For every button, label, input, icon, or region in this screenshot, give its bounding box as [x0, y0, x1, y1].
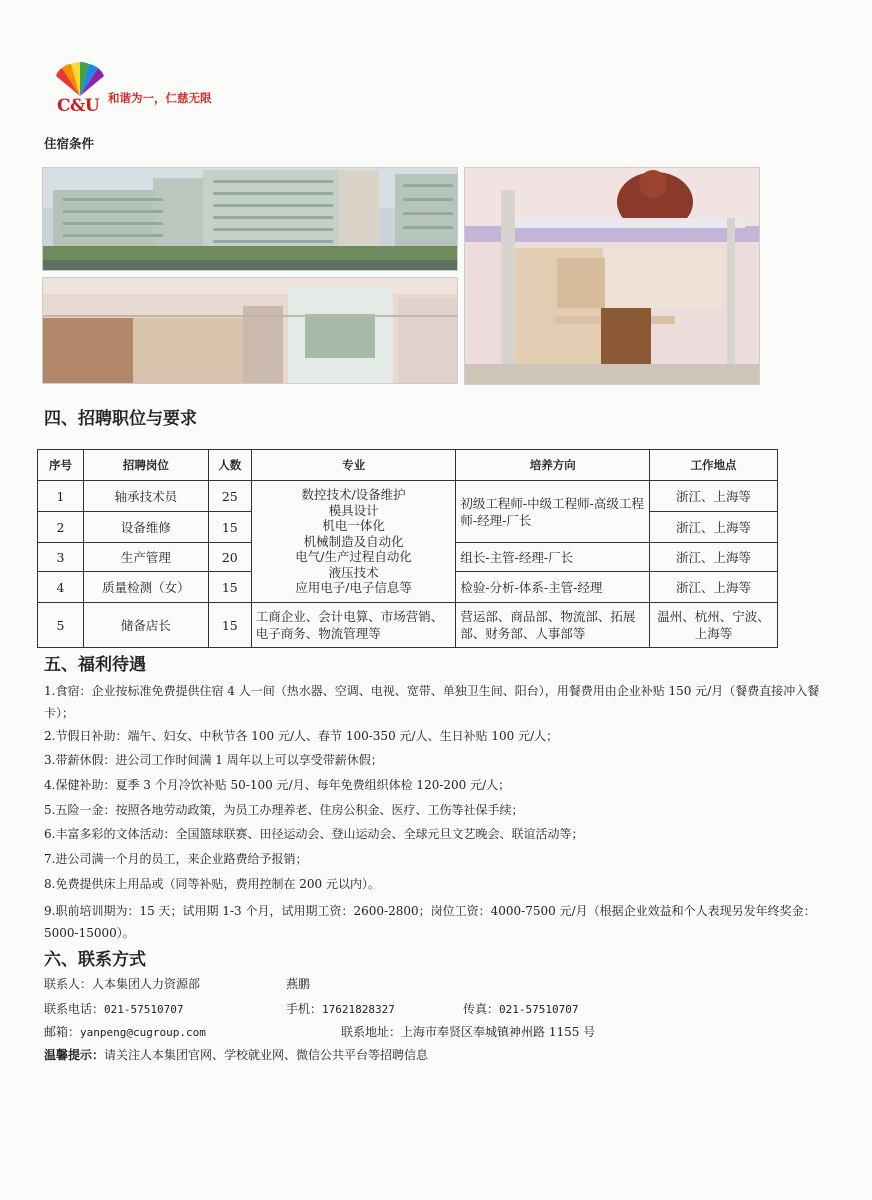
benefit-item: 3.带薪休假：进公司工作时间满 1 周年以上可以享受带薪休假； — [44, 753, 383, 767]
work-location: 浙江、上海等 — [650, 572, 778, 603]
benefit-item: 5.五险一金：按照各地劳动政策，为员工办理养老、住房公积金、医疗、工伤等社保手续； — [44, 803, 524, 817]
position-name: 轴承技术员 — [83, 481, 208, 512]
rainbow-fan-icon — [50, 62, 110, 98]
bunk-bed-desk-photo — [464, 167, 760, 385]
section-recruitment-title: 四、招聘职位与要求 — [44, 409, 197, 429]
phone-label: 联系电话： — [44, 1002, 105, 1016]
major-item: 数控技术/设备维护 — [301, 487, 406, 503]
position-name: 生产管理 — [83, 543, 208, 572]
phone-row — [44, 1000, 184, 1017]
dormitory-building-photo — [42, 167, 458, 271]
benefit-item: 9.职前培训期为：15 天；试用期 1-3 个月，试用期工资：2600-2800；岗位工资：4000-7500 元/月（根据企业效益和个人表现另发年终奖金：5000-15000）。 — [44, 904, 816, 940]
table-header-row — [38, 450, 778, 481]
major-cell: 工商企业、会计电算、市场营销、电子商务、物流管理等 — [251, 603, 456, 648]
work-location: 浙江、上海等 — [650, 543, 778, 572]
contact-department: 人本集团人力资源部 — [92, 977, 201, 991]
benefit-item: 6.丰富多彩的文体活动：全国篮球联赛、田径运动会、登山运动会、全球元旦文艺晚会、联谊活动等； — [44, 827, 584, 841]
row-number: 5 — [38, 603, 84, 648]
major-item: 液压技术 — [328, 564, 379, 580]
table-row — [38, 481, 778, 512]
headcount: 15 — [208, 572, 251, 603]
mobile-value: 17621828327 — [322, 1003, 395, 1016]
slogan: 和谐为一，仁慈无限 — [108, 91, 212, 105]
headcount: 15 — [208, 603, 251, 648]
column-header: 序号 — [38, 450, 84, 481]
address-row — [341, 1023, 595, 1040]
shared-direction-cell: 初级工程师-中级工程师-高级工程师-经理-厂长 — [456, 481, 650, 543]
column-header: 工作地点 — [650, 450, 778, 481]
major-item: 模具设计 — [328, 502, 379, 518]
recruitment-table — [37, 449, 778, 648]
position-name: 储备店长 — [83, 603, 208, 648]
major-item: 机电一体化 — [322, 518, 385, 534]
logo-text: C&U — [57, 96, 100, 116]
work-location: 温州、杭州、宁波、上海等 — [650, 603, 778, 648]
email-row — [44, 1023, 206, 1040]
position-name: 设备维修 — [83, 512, 208, 543]
email-label: 邮箱： — [44, 1025, 81, 1039]
career-direction: 组长-主管-经理-厂长 — [456, 543, 650, 572]
section-benefits-title: 五、福利待遇 — [44, 655, 146, 675]
benefit-item: 1.食宿：企业按标准免费提供住宿 4 人一间（热水器、空调、电视、宽带、单独卫生间、阳台），用餐费用由企业补贴 150 元/月（餐费直接冲入餐卡）； — [44, 684, 820, 720]
fax-value: 021-57510707 — [499, 1003, 579, 1016]
benefit-item: 4.保健补助：夏季 3 个月冷饮补贴 50-100 元/月、每年免费组织体检 120-200 元/人； — [44, 778, 511, 792]
warm-tip — [44, 1046, 428, 1063]
position-name: 质量检测（女） — [83, 572, 208, 603]
phone-value: 021-57510707 — [104, 1003, 184, 1016]
headcount: 20 — [208, 543, 251, 572]
address-value: 上海市奉贤区奉城镇神州路 1155 号 — [401, 1025, 596, 1039]
contact-label: 联系人： — [44, 977, 93, 991]
work-location: 浙江、上海等 — [650, 512, 778, 543]
contact-name: 燕鹏 — [286, 977, 311, 991]
fax-row — [463, 1000, 579, 1017]
company-logo — [50, 62, 250, 118]
headcount: 25 — [208, 481, 251, 512]
benefit-item: 2.节假日补助：端午、妇女、中秋节各 100 元/人、春节 100-350 元/人、生日补贴 100 元/人； — [44, 729, 559, 743]
tip-text: 请关注人本集团官网、学校就业网、微信公共平台等招聘信息 — [104, 1048, 429, 1062]
benefit-item: 7.进公司满一个月的员工，来企业路费给予报销； — [44, 852, 308, 866]
row-number: 3 — [38, 543, 84, 572]
headcount: 15 — [208, 512, 251, 543]
table-row — [38, 603, 778, 648]
work-location: 浙江、上海等 — [650, 481, 778, 512]
shared-major-cell — [251, 481, 456, 603]
section-contact-title: 六、联系方式 — [44, 950, 146, 970]
major-item: 电气/生产过程自动化 — [295, 549, 412, 565]
contact-person-row — [44, 975, 200, 992]
career-direction: 营运部、商品部、物流部、拓展部、财务部、人事部等 — [456, 603, 650, 648]
major-item: 应用电子/电子信息等 — [295, 580, 412, 596]
benefit-item: 8.免费提供床上用品或（同等补贴，费用控制在 200 元以内）。 — [44, 877, 380, 891]
mobile-label: 手机： — [286, 1002, 323, 1016]
column-header: 人数 — [208, 450, 251, 481]
column-header: 培养方向 — [456, 450, 650, 481]
address-label: 联系地址： — [341, 1025, 402, 1039]
tip-label: 温馨提示： — [44, 1048, 105, 1062]
column-header: 招聘岗位 — [83, 450, 208, 481]
row-number: 2 — [38, 512, 84, 543]
column-header: 专业 — [251, 450, 456, 481]
dorm-room-photo — [42, 277, 458, 384]
major-item: 机械制造及自动化 — [303, 533, 404, 549]
email-value: yanpeng@cugroup.com — [80, 1026, 206, 1039]
mobile-row — [286, 1000, 395, 1017]
fax-label: 传真： — [463, 1002, 500, 1016]
row-number: 1 — [38, 481, 84, 512]
accommodation-title: 住宿条件 — [44, 136, 95, 151]
career-direction: 检验-分析-体系-主管-经理 — [456, 572, 650, 603]
row-number: 4 — [38, 572, 84, 603]
